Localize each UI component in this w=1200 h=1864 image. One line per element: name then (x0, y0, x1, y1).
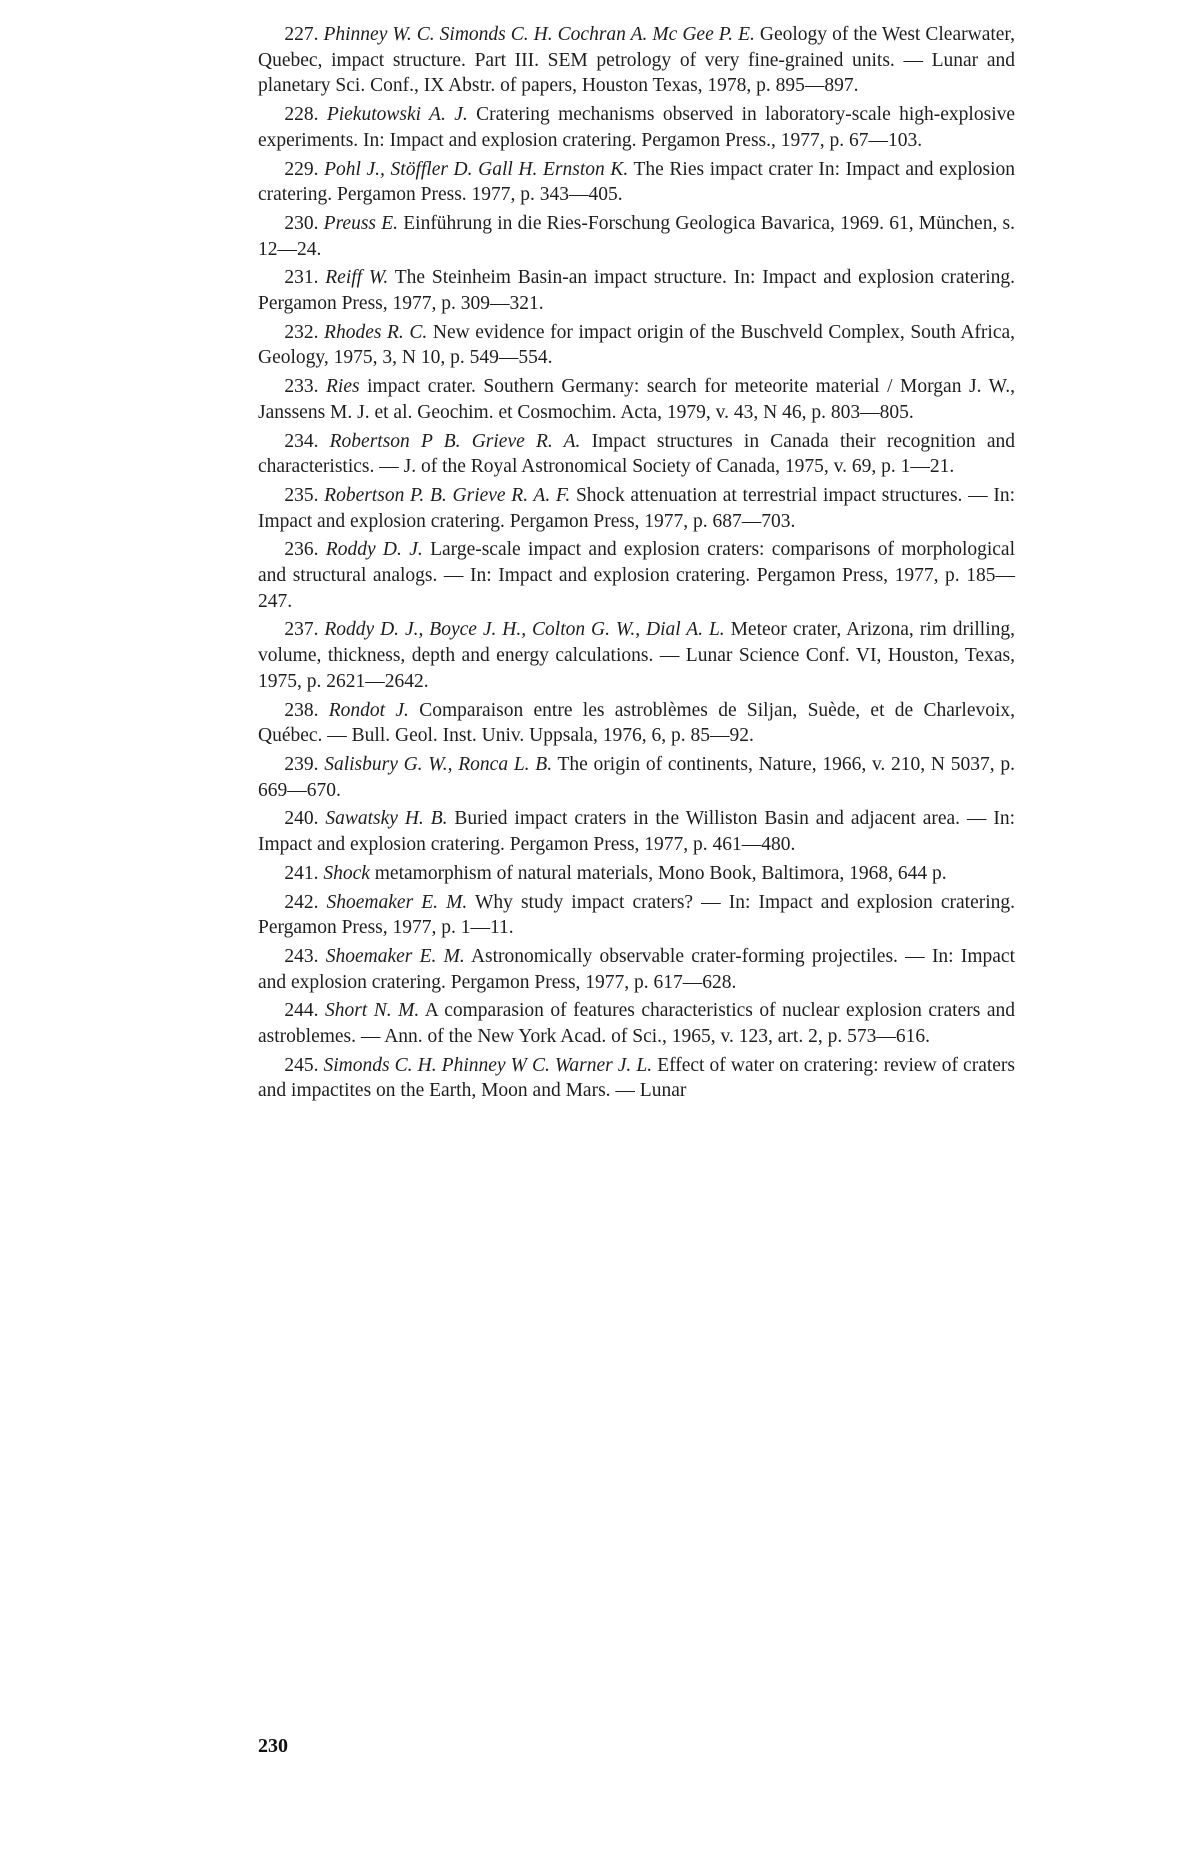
reference-241 (258, 861, 1015, 887)
ref-text: The origin of continents, Nature, 1966, v. 210, N 5037, p. 669—670. (258, 753, 1015, 801)
reference-229 (258, 157, 1015, 208)
reference-236 (258, 537, 1015, 614)
ref-number: 243. (284, 945, 319, 967)
ref-number: 241. (284, 862, 319, 884)
ref-number: 236. (284, 539, 319, 561)
ref-number: 232. (284, 321, 319, 343)
ref-text: Meteor crater, Arizona, rim drilling, volume, thickness, depth and energy calculations. — Lunar Science Conf. VI, Houston, Texas, 1975, p. 2621—2642. (258, 619, 1016, 692)
ref-text: Geology of the West Clearwater, Quebec, impact structure. Part III. SEM petrology of very fine-grained units. — Lunar and planetary Sci. Conf., IX Abstr. of papers, Houston Texas, 1978, p. 895—897. (258, 24, 1016, 97)
ref-text: metamorphism of natural materials, Mono Book, Baltimora, 1968, 644 p. (374, 862, 947, 884)
ref-number: 238. (284, 699, 319, 721)
ref-number: 227. (284, 24, 319, 45)
ref-authors: Sawatsky H. B. (325, 808, 448, 830)
reference-240 (258, 806, 1015, 857)
ref-text: Impact structures in Canada their recognition and characteristics. — J. of the Royal Astronomical Society of Canada, 1975, v. 69, p. 1—21. (258, 430, 1016, 478)
ref-authors: Simonds C. H. Phinney W C. Warner J. L. (323, 1054, 653, 1076)
reference-244 (258, 998, 1015, 1049)
ref-authors: Shoemaker E. M. (325, 945, 465, 967)
ref-authors: Rhodes R. C. (324, 321, 428, 343)
reference-231 (258, 265, 1015, 316)
ref-text: Buried impact craters in the Williston Basin and adjacent area. — In: Impact and explosion cratering. Pergamon Press, 1977, p. 461—480. (258, 808, 1016, 856)
reference-list (258, 22, 1015, 1104)
reference-234 (258, 429, 1015, 480)
ref-text: Effect of water on cratering: review of craters and impactites on the Earth, Moon and Mars. — Lunar (258, 1054, 1015, 1102)
ref-text: The Ries impact crater In: Impact and explosion cratering. Pergamon Press. 1977, p. 343—405. (258, 158, 1016, 206)
page-number: 230 (258, 1735, 288, 1757)
ref-text: Shock attenuation at terrestrial impact structures. — In: Impact and explosion cratering. Pergamon Press, 1977, p. 687—703. (258, 484, 1016, 532)
ref-number: 228. (284, 104, 319, 126)
ref-authors: Rondot J. (328, 699, 409, 721)
ref-text: Large-scale impact and explosion craters: comparisons of morphological and structural analogs. — In: Impact and explosion cratering. Pergamon Press, 1977, p. 185—247. (258, 539, 1016, 612)
ref-text: Cratering mechanisms observed in laboratory-scale high-explosive experiments. In: Impact and explosion cratering. Pergamon Press., 1977, p. 67—103. (258, 104, 1016, 151)
ref-authors: Shock (323, 862, 370, 884)
reference-245 (258, 1053, 1015, 1104)
reference-232 (258, 320, 1015, 371)
reference-239 (258, 752, 1015, 803)
ref-authors: Short N. M. (324, 1000, 420, 1022)
ref-number: 239. (284, 753, 319, 775)
ref-number: 231. (284, 267, 319, 289)
ref-number: 233. (284, 376, 319, 398)
ref-authors: Reiff W. (325, 267, 389, 289)
ref-number: 237. (284, 619, 319, 641)
ref-number: 235. (284, 484, 319, 506)
reference-242 (258, 890, 1015, 941)
ref-authors: Pohl J., Stöffler D. Gall H. Ernston K. (324, 158, 629, 180)
ref-authors: Preuss E. (323, 212, 399, 234)
ref-authors: Ries (325, 376, 360, 398)
ref-text: New evidence for impact origin of the Buschveld Complex, South Africa, Geology, 1975, 3, N 10, p. 549—554. (258, 321, 1016, 369)
reference-237 (258, 617, 1015, 694)
reference-227 (258, 22, 1015, 99)
ref-text: Astronomically observable crater-forming projectiles. — In: Impact and explosion cratering. Pergamon Press, 1977, p. 617—628. (258, 945, 1016, 993)
reference-238 (258, 698, 1015, 749)
ref-number: 229. (284, 158, 319, 180)
ref-text: A comparasion of features characteristics of nuclear explosion craters and astroblemes. — Ann. of the New York Acad. of Sci., 1965, v. 123, art. 2, p. 573—616. (258, 1000, 1016, 1048)
ref-authors: Salisbury G. W., Ronca L. B. (324, 753, 553, 775)
ref-number: 245. (284, 1054, 319, 1076)
ref-text: impact crater. Southern Germany: search for meteorite material / Morgan J. W., Janssens M. J. et al. Geochim. et Cosmochim. Acta, 1979, v. 43, N 46, p. 803—805. (258, 376, 1015, 423)
ref-text: Einführung in die Ries-Forschung Geologica Bavarica, 1969. 61, München, s. 12—24. (258, 212, 1015, 260)
ref-authors: Robertson P B. Grieve R. A. (329, 430, 581, 452)
ref-text: Why study impact craters? — In: Impact and explosion cratering. Pergamon Press, 1977, p. 1—11. (258, 891, 1016, 939)
ref-authors: Piekutowski A. J. (326, 104, 468, 126)
ref-number: 234. (284, 430, 319, 452)
reference-235 (258, 483, 1015, 534)
ref-authors: Roddy D. J., Boyce J. H., Colton G. W., Dial A. L. (324, 619, 725, 641)
reference-233 (258, 374, 1015, 425)
ref-number: 244. (284, 1000, 319, 1022)
ref-authors: Shoemaker E. M. (326, 891, 468, 913)
ref-text: Comparaison entre les astroblèmes de Siljan, Suède, et de Charlevoix, Québec. — Bull. Geol. Inst. Univ. Uppsala, 1976, 6, p. 85—92. (258, 699, 1016, 747)
ref-number: 242. (284, 891, 319, 913)
ref-authors: Phinney W. C. Simonds C. H. Cochran A. Mc Gee P. E. (323, 24, 755, 45)
ref-number: 240. (284, 808, 319, 830)
ref-authors: Robertson P. B. Grieve R. A. F. (324, 484, 571, 506)
reference-228 (258, 102, 1015, 153)
reference-243 (258, 944, 1015, 995)
ref-number: 230. (284, 212, 319, 234)
reference-230 (258, 211, 1015, 262)
ref-authors: Roddy D. J. (325, 539, 423, 561)
ref-text: The Steinheim Basin-an impact structure. In: Impact and explosion cratering. Pergamon Press, 1977, p. 309—321. (258, 267, 1015, 315)
